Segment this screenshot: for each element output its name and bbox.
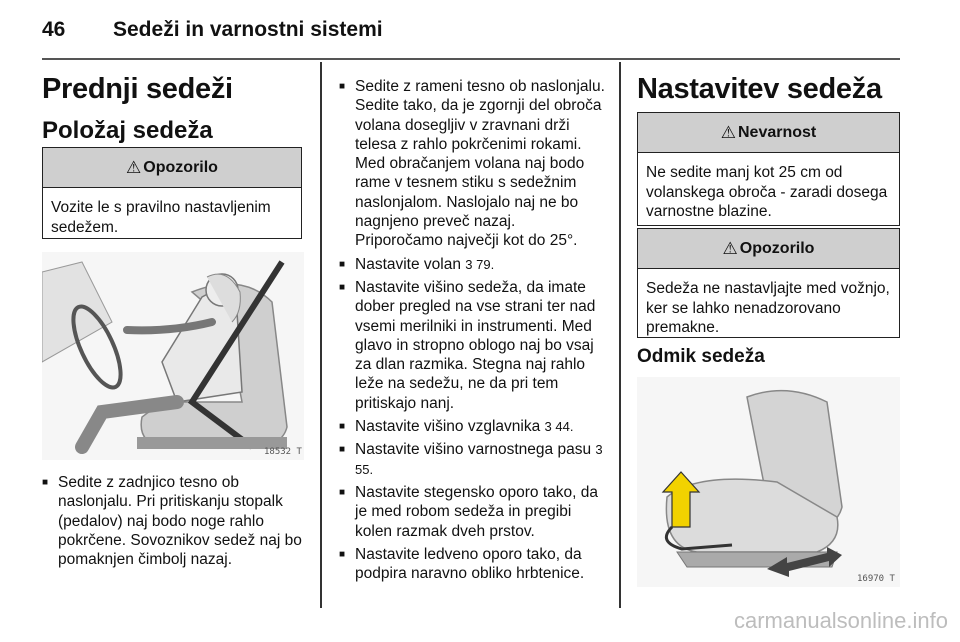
list-item-text: Nastavite volan [355, 255, 466, 273]
list-item: ■ Nastavite višino sedeža, da imate dober pregled na vse strani ter nad vsemi merilniki in instrumenti. Med glavo in stropno oblogo naj bo vsaj za dlan razmika. Stegna naj rahlo leže na sedežu, ne da pri tem pritiskajo nanj. [339, 278, 607, 413]
list-item-text: Nastavite višino varnostnega pasu [355, 441, 596, 459]
section-heading: Nastavitev sedeža [637, 73, 882, 105]
danger-box [637, 112, 900, 226]
danger-box-header [638, 113, 899, 153]
watermark: carmanualsonline.info [733, 608, 948, 633]
page-number: 46 [42, 18, 66, 41]
chapter-title: Sedeži in varnostni sistemi [113, 18, 383, 41]
subsection-heading: Položaj sedeža [42, 117, 213, 144]
figure-number: 16970 T [857, 574, 895, 584]
warning-box [42, 147, 302, 239]
danger-text: Ne sedite manj kot 25 cm od volanskega obroča - zaradi dosega varnostne blazine. [646, 164, 888, 220]
list-item [339, 255, 607, 274]
section-heading: Prednji sedeži [42, 73, 233, 105]
danger-label: Nevarnost [738, 123, 817, 141]
warning-box-header [43, 148, 301, 188]
warning-triangle-icon: ⚠ [126, 157, 142, 177]
warning-label: Opozorilo [143, 158, 218, 176]
list-item: ■ Nastavite stegensko oporo tako, da je med robom sedeža in pregibi kolen razmak dveh prstov. [339, 483, 607, 541]
list-item: ■ Sedite z zadnjico tesno ob naslonjalu. Pri pritiskanju stopalk (pedalov) naj bodo noge rahlo pokrčene. Sovoznikov sedež naj bo pomaknjen čimbolj nazaj. [42, 473, 310, 569]
warning-box [637, 228, 900, 338]
bullet-list-col1 [42, 473, 310, 573]
list-item: ■ Sedite z rameni tesno ob naslonjalu. Sedite tako, da je zgornji del obroča volana dosegljiv v zravnani drži telesa z rahlo pokrčenimi rokami. Med obračanjem volana naj bodo rame v tesnem stiku s sedežnim naslonjalom. Naslojalo naj ne bo nagnjeno preveč nazaj. Priporočamo največji kot do 25°. [339, 77, 607, 251]
bullet-list-col2 [339, 77, 607, 587]
column-divider-2 [619, 62, 621, 608]
seat-adjustment-figure [637, 377, 900, 587]
figure-number: 18532 T [264, 447, 302, 457]
warning-triangle-icon: ⚠ [720, 122, 736, 142]
warning-text: Vozite le s pravilno nastavljenim sedežem. [51, 199, 271, 236]
page-reference: 3 44. [544, 419, 574, 435]
warning-box-header [638, 229, 899, 269]
seat-adjustment-illustration [637, 377, 900, 587]
warning-label: Opozorilo [739, 239, 815, 257]
driver-seating-figure [42, 252, 304, 460]
driver-seating-illustration [42, 252, 304, 460]
list-item: ■ Nastavite ledveno oporo tako, da podpira naravno obliko hrbtenice. [339, 545, 607, 584]
list-item-text: Nastavite višino vzglavnika [355, 418, 545, 436]
warning-text: Sedeža ne nastavljajte med vožnjo, ker se lahko nenadzorovano premakne. [646, 280, 890, 336]
page-reference: 3 55. [355, 442, 603, 477]
list-item [339, 417, 607, 436]
list-item [339, 440, 607, 479]
column-divider-1 [320, 62, 322, 608]
warning-triangle-icon: ⚠ [722, 238, 738, 258]
page-reference: 3 79. [465, 256, 495, 272]
subsection-heading: Odmik sedeža [637, 346, 765, 367]
header-rule [42, 58, 900, 60]
